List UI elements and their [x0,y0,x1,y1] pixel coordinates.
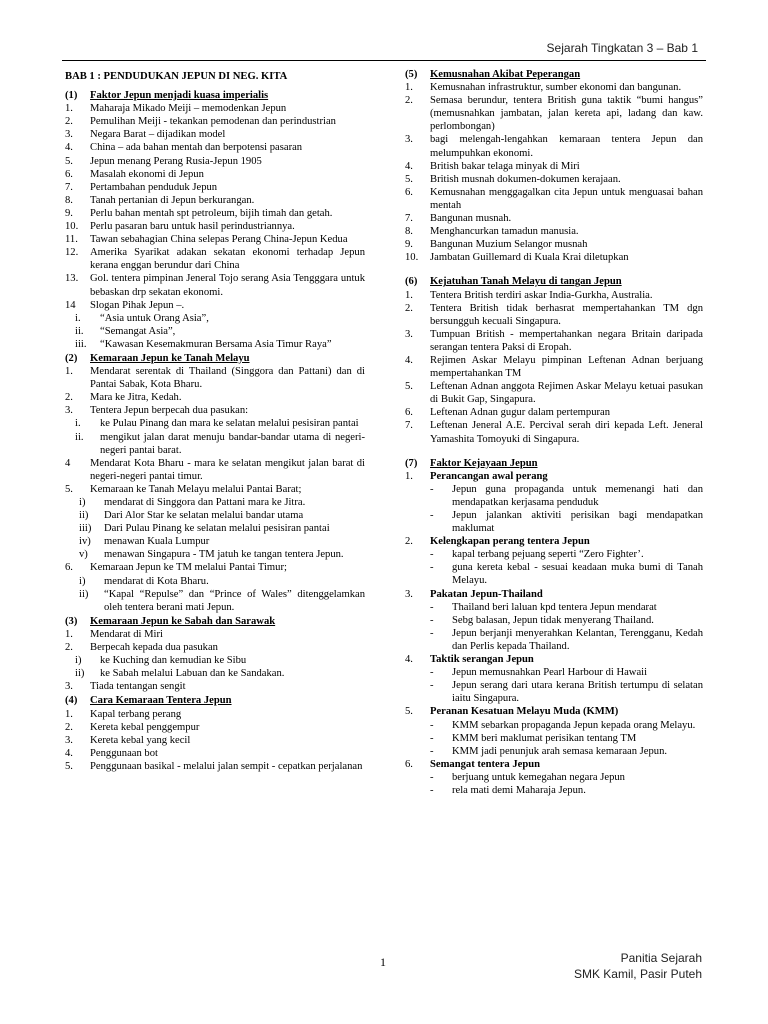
item-number: (1) [65,90,78,102]
list-item [65,561,365,574]
item-text: Kemusnahan menggagalkan cita Jepun untuk menguasai bahan mentah [430,186,703,211]
item-text: KMM sebarkan propaganda Jepun kepada orang Melayu. [452,719,696,731]
list-item [405,653,703,666]
item-number: (2) [65,352,78,364]
list-item [65,128,365,141]
item-number: 7. [405,213,413,225]
list-item [65,102,365,115]
item-text: Dari Pulau Pinang ke selatan melalui pesisiran pantai [104,523,330,535]
list-item [65,272,365,298]
item-number: - [430,483,434,495]
item-text: Tentera British terdiri askar India-Gurkha, Australia. [430,289,653,301]
item-number: ii) [79,510,89,522]
list-item [65,680,365,693]
item-text: Semangat tentera Jepun [430,758,541,770]
list-item [405,548,703,561]
item-number: - [430,732,434,744]
item-text: British musnah dokumen-dokumen kerajaan. [430,173,621,185]
item-text: Tentera British tidak berhasrat mempertahankan TM dgn bersungguh kecuali Singapura. [430,302,703,327]
item-text: “Asia untuk Orang Asia”, [100,312,209,324]
item-text: Pertambahan penduduk Jepun [90,181,218,193]
item-text: Mara ke Jitra, Kedah. [90,392,182,404]
item-text: Jepun serang dari utara kerana British tertumpu di selatan iaitu Singapura. [452,680,703,705]
list-item [65,246,365,272]
list-item [405,627,703,653]
item-number: 4. [65,142,73,154]
item-number: 5. [65,155,73,167]
section-heading-text: Cara Kemaraan Tentera Jepun [90,695,232,707]
list-item [65,483,365,496]
item-text: Penggunaan basikal - melalui jalan sempit - cepatkan perjalanan [90,760,363,772]
list-item [405,535,703,548]
section-heading [405,68,703,81]
item-number: 7. [405,420,413,432]
item-text: Dari Alor Star ke selatan melalui bandar utama [104,510,304,522]
list-item [65,220,365,233]
list-item [65,760,365,773]
item-number: 5. [405,381,413,393]
left-column [65,67,365,773]
list-item [405,289,703,302]
item-number: 3. [405,134,413,146]
list-item [405,758,703,771]
item-number: 2. [405,95,413,107]
item-text: Kemaraan ke Tanah Melayu melalui Pantai Barat; [90,483,302,495]
list-item [405,419,703,445]
section-heading [405,457,703,470]
list-item [65,654,365,667]
item-number: 1. [65,628,73,640]
list-item [405,406,703,419]
item-text: Bangunan musnah. [430,213,512,225]
section-heading-text: Kemusnahan Akibat Peperangan [430,69,581,80]
section-heading [65,694,365,707]
item-number: 3. [65,129,73,141]
spacer [405,264,703,274]
item-number: - [430,680,434,692]
item-text: Perlu pasaran baru untuk hasil perindustriannya. [90,221,295,233]
item-number: iii) [79,523,92,535]
item-text: Berpecah kepada dua pasukan [90,642,218,654]
item-number: 2. [65,392,73,404]
left-content-list [65,89,365,773]
list-item [65,365,365,391]
list-item [65,391,365,404]
item-text: guna kereta kebal - sesuai keadaan muka bumi di Tanah Melayu. [452,562,703,587]
list-item [65,404,365,417]
list-item [405,251,703,264]
item-number: - [430,562,434,574]
item-number: 2. [405,302,413,314]
item-number: - [430,719,434,731]
list-item [65,522,365,535]
footer-line-2: SMK Kamil, Pasir Puteh [573,967,702,981]
item-number: 9. [65,207,73,219]
item-text: Taktik serangan Jepun [430,654,534,666]
item-number: 3. [65,734,73,746]
section-heading-text: Faktor Kejayaan Jepun [430,457,538,469]
list-item [65,708,365,721]
section-heading-text: Kemaraan Jepun ke Sabah dan Sarawak [90,615,276,627]
section-heading [65,615,365,628]
list-item [65,417,365,430]
list-item [65,734,365,747]
item-number: 2. [65,721,73,733]
item-text: Kapal terbang perang [90,708,182,720]
item-text: Perlu bahan mentah spt petroleum, bijih timah dan getah. [90,207,333,219]
section-heading [405,275,703,288]
right-column [405,67,703,797]
item-number: - [430,549,434,561]
list-item [405,745,703,758]
list-item [65,628,365,641]
item-number: 8. [65,194,73,206]
item-number: 4. [405,160,413,172]
list-item [405,328,703,354]
list-item [65,667,365,680]
item-number: 6. [65,168,73,180]
item-text: rela mati demi Maharaja Jepun. [452,784,586,796]
item-number: 3. [405,328,413,340]
footer-credit [574,950,702,982]
item-number: 4. [405,654,413,666]
item-text: ke Pulau Pinang dan mara ke selatan melalui pesisiran pantai [100,418,359,430]
list-item [405,705,703,718]
item-number: 13. [65,273,79,285]
item-text: “Kawasan Kesemakmuran Bersama Asia Timur Raya” [100,338,332,350]
list-item [405,380,703,406]
item-number: iv) [79,536,91,548]
item-number: 1. [65,708,73,720]
item-text: Mendarat di Miri [90,628,163,640]
list-item [65,575,365,588]
item-number: iii. [75,338,87,350]
item-text: kapal terbang pejuang seperti “Zero Fighter’. [452,549,644,561]
item-number: ii) [75,668,85,680]
list-item [405,160,703,173]
section-heading-text: Kemaraan Jepun ke Tanah Melayu [90,352,250,364]
list-item [405,225,703,238]
item-text: Jepun guna propaganda untuk memenangi hati dan mendapatkan kerjasama penduduk [452,483,703,508]
item-text: Kemusnahan infrastruktur, sumber ekonomi dan bangunan. [430,82,682,94]
item-number: 1. [405,82,413,94]
item-text: Mendarat Kota Bharu - mara ke selatan mengikut jalan barat di negeri-negeri pantai timur. [90,457,365,482]
item-number: i. [75,312,81,324]
list-item [405,302,703,328]
item-text: Kelengkapan perang tentera Jepun [430,536,590,548]
item-number: 2. [405,536,413,548]
item-number: 4 [65,457,71,469]
item-number: (4) [65,695,78,707]
item-text: Masalah ekonomi di Jepun [90,168,204,180]
header-divider [62,60,706,61]
list-item [405,588,703,601]
item-text: Mendarat serentak di Thailand (Singgora dan Pattani) dan di Pantai Sabak, Kota Bharu. [90,366,365,391]
item-number: 10. [405,252,419,264]
list-item [405,354,703,380]
item-text: Kereta kebal yang kecil [90,734,191,746]
list-item [65,194,365,207]
item-text: Leftenan Jeneral A.E. Percival serah diri kepada Left. Jeneral Yamashita Tomoyuki di Singapura. [430,420,703,445]
list-item [65,299,365,312]
item-number: 10. [65,221,79,233]
item-number: ii. [75,325,84,337]
item-text: Sebg balasan, Jepun tidak menyerang Thailand. [452,614,654,626]
item-text: menawan Kuala Lumpur [104,536,210,548]
item-text: mendarat di Singgora dan Pattani mara ke Jitra. [104,497,306,508]
item-number: 4. [405,354,413,366]
item-number: (6) [405,276,418,288]
item-text: Tentera Jepun berpecah dua pasukan: [90,405,249,417]
item-text: Jepun memusnahkan Pearl Harbour di Hawaii [452,667,648,679]
list-item [65,155,365,168]
item-number: 1. [405,470,413,482]
right-content-list [405,68,703,797]
item-number: 3. [65,681,73,693]
list-item [405,601,703,614]
section-heading [65,89,365,102]
item-number: 5. [65,483,73,495]
item-text: berjuang untuk kemegahan negara Jepun [452,771,625,783]
item-number: i) [75,655,82,667]
item-number: 11. [65,234,78,246]
item-number: ii. [75,431,84,443]
item-text: ke Sabah melalui Labuan dan ke Sandakan. [100,668,285,680]
list-item [65,509,365,522]
list-item [405,771,703,784]
list-item [405,238,703,251]
item-number: 6. [405,758,413,770]
item-number: 2. [65,642,73,654]
item-text: “Semangat Asia”, [100,325,176,337]
list-item [65,721,365,734]
item-number: 4. [65,747,73,759]
list-item [405,666,703,679]
list-item [405,483,703,509]
item-text: Negara Barat – dijadikan model [90,129,226,141]
item-text: mengikut jalan darat menuju bandar-bandar utama di negeri-negeri pantai barat. [100,431,365,456]
item-number: 1. [65,366,73,378]
item-text: “Kapal “Repulse” dan “Prince of Wales” ditenggelamkan oleh tentera berani mati Jepun. [104,588,365,613]
item-number: - [430,667,434,679]
footer-line-1: Panitia Sejarah [620,951,702,965]
item-number: ii) [79,588,89,600]
item-text: Slogan Pihak Jepun –. [90,299,185,311]
list-item [65,588,365,614]
list-item [65,747,365,760]
item-text: KMM jadi penunjuk arah semasa kemaraan Jepun. [452,745,668,757]
section-heading-text: Faktor Jepun menjadi kuasa imperialis [90,90,269,102]
list-item [405,732,703,745]
list-item [65,115,365,128]
page-number: 1 [380,955,386,969]
section-heading [65,352,365,365]
item-number: 1. [405,289,413,301]
item-number: (7) [405,457,418,469]
list-item [65,325,365,338]
item-number: 5. [65,760,73,772]
item-text: Jambatan Guillemard di Kuala Krai diletupkan [430,252,629,264]
item-text: Leftenan Adnan gugur dalam pertempuran [430,407,611,419]
item-text: Jepun menang Perang Rusia-Jepun 1905 [90,155,262,167]
item-text: Perancangan awal perang [430,470,548,482]
list-item [405,784,703,797]
list-item [405,719,703,732]
item-text: Amerika Syarikat adakan sekatan ekonomi terhadap Jepun kerana enggan berundur dari China [90,247,365,272]
list-item [65,457,365,483]
list-item [65,181,365,194]
item-text: Gol. tentera pimpinan Jeneral Tojo serang Asia Tengggara untuk bebaskan drp sekatan ekonomi. [90,273,365,298]
list-item [405,94,703,133]
list-item [65,431,365,457]
item-number: - [430,614,434,626]
item-text: Tiada tentangan sengit [90,681,186,693]
item-number: (5) [405,69,418,80]
item-number: 5. [405,173,413,185]
item-text: Kemaraan Jepun ke TM melalui Pantai Timur; [90,562,287,574]
list-item [405,186,703,212]
list-item [405,133,703,159]
list-item [405,614,703,627]
item-text: mendarat di Kota Bharu. [104,575,209,587]
list-item [405,212,703,225]
item-number: - [430,601,434,613]
item-number: i) [79,497,86,508]
list-item [405,509,703,535]
item-text: bagi melengah-lengahkan kemaraan tentera Jepun dan melumpuhkan ekonomi. [430,134,703,159]
item-number: 7. [65,181,73,193]
item-text: Semasa berundur, tentera British guna taktik “bumi hangus” (memusnahkan jambatan, jalan kereta api, ladang dan kaw. perlombongan) [430,95,703,133]
list-item [65,641,365,654]
list-item [65,338,365,351]
list-item [65,535,365,548]
item-text: ke Kuching dan kemudian ke Sibu [100,655,247,667]
item-text: Penggunaan bot [90,747,158,759]
item-number: 3. [405,588,413,600]
item-text: Rejimen Askar Melayu pimpinan Leftenan Adnan berjuang mempertahankan TM [430,354,703,380]
item-text: Tawan sebahagian China selepas Perang China-Jepun Kedua [90,234,348,246]
item-number: 12. [65,247,79,259]
list-item [65,312,365,325]
list-item [65,207,365,220]
item-text: Thailand beri laluan kpd tentera Jepun mendarat [452,601,657,613]
list-item [65,168,365,181]
item-text: Peranan Kesatuan Melayu Muda (KMM) [430,706,619,718]
list-item [405,561,703,587]
item-text: Tumpuan British - mempertahankan negara Britain daripada serangan tentera Paksi di Eropah. [430,328,703,353]
item-text: menawan Singapura - TM jatuh ke tangan tentera Jepun. [104,549,344,561]
item-number: - [430,771,434,783]
item-number: - [430,745,434,757]
item-number: 1. [65,103,73,115]
item-number: 8. [405,226,413,238]
item-text: Jepun jalankan aktiviti perisikan bagi mendapatkan maklumat [452,510,703,535]
item-number: - [430,784,434,796]
item-number: v) [79,549,88,561]
section-heading-text: Kejatuhan Tanah Melayu di tangan Jepun [430,276,622,288]
item-number: 6. [405,407,413,419]
list-item [405,679,703,705]
item-text: Pemulihan Meiji - tekankan pemodenan dan perindustrian [90,116,336,128]
item-text: Bangunan Muzium Selangor musnah [430,239,588,251]
item-text: Kereta kebal penggempur [90,721,200,733]
item-number: - [430,627,434,639]
item-text: Tanah pertanian di Jepun berkurangan. [90,194,255,206]
chapter-title: BAB 1 : PENDUDUKAN JEPUN DI NEG. KITA [65,71,288,82]
spacer [405,446,703,456]
item-text: KMM beri maklumat perisikan tentang TM [452,732,637,744]
item-text: Pakatan Jepun-Thailand [430,588,543,600]
item-text: Menghancurkan tamadun manusia. [430,226,579,238]
item-number: i. [75,418,81,430]
item-text: Leftenan Adnan anggota Rejimen Askar Melayu ketuai pasukan di Bukit Gap, Singapura. [430,381,703,406]
list-item [65,233,365,246]
list-item [65,496,365,509]
list-item [405,173,703,186]
item-text: China – ada bahan mentah dan berpotensi pasaran [90,142,303,154]
item-number: 14 [65,299,76,311]
item-number: 2. [65,116,73,128]
item-number: - [430,510,434,521]
item-number: i) [79,575,86,587]
item-text: Jepun berjanji menyerahkan Kelantan, Terengganu, Kedah dan Perlis kepada Thailand. [452,627,703,652]
running-header: Sejarah Tingkatan 3 – Bab 1 [546,41,698,55]
item-number: (3) [65,615,78,627]
item-number: 6. [405,186,413,198]
list-item [405,470,703,483]
item-number: 9. [405,239,413,251]
list-item [405,81,703,94]
item-text: Maharaja Mikado Meiji – memodenkan Jepun [90,103,287,115]
list-item [65,548,365,561]
item-number: 6. [65,562,73,574]
list-item [65,141,365,154]
item-number: 3. [65,405,73,417]
item-text: British bakar telaga minyak di Miri [430,160,580,172]
item-number: 5. [405,706,413,718]
